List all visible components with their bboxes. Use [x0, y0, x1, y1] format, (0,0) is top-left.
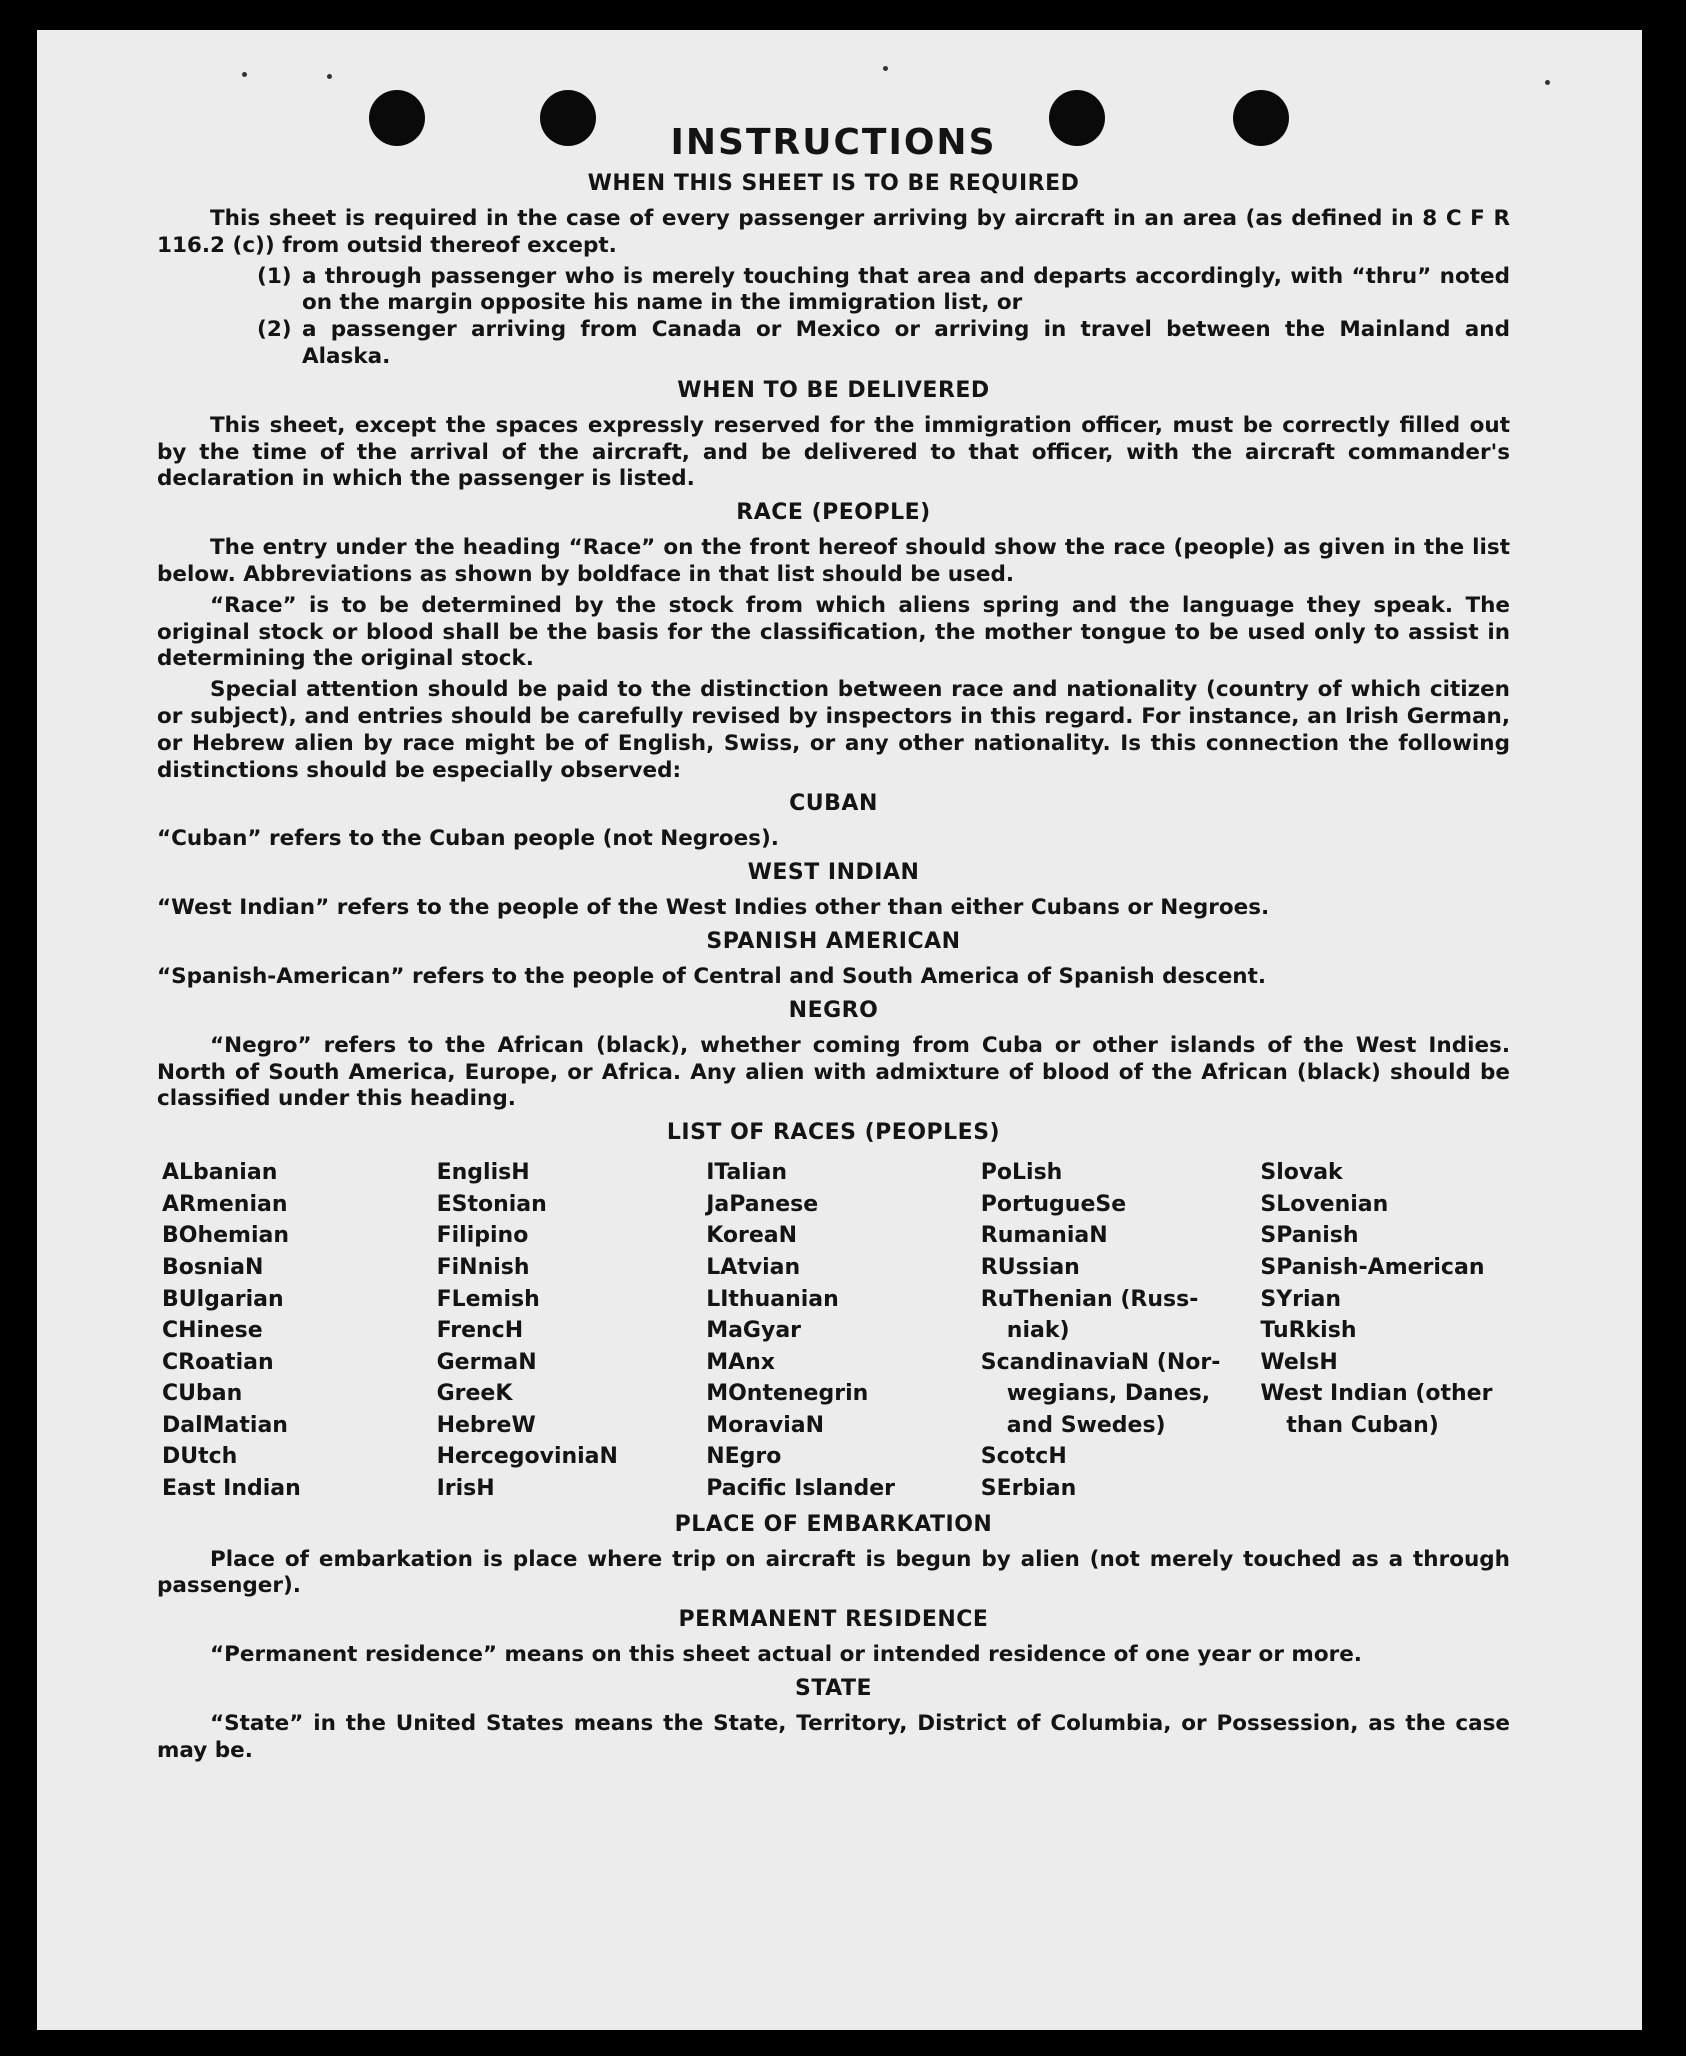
race-list [162, 1157, 1510, 1505]
spanish-american-text: “Spanish-American” refers to the people of Central and South America of Spanish descent. [157, 963, 1267, 989]
race-entry: RuThenian (Russ- [980, 1286, 1199, 1312]
heading-when-delivered: WHEN TO BE DELIVERED [677, 377, 990, 403]
race-entry: HebreW [436, 1412, 536, 1438]
speck-mark [1545, 80, 1550, 85]
race-entry: BOhemian [162, 1223, 290, 1249]
race-entry: LAtvian [706, 1254, 801, 1280]
negro-text: “Negro” refers to the African (black), whether coming from Cuba or other islands of the West Indies. North of South America, Europe, or Africa. Any alien with admixture of blood of the African (black) should be classified under this heading. [157, 1032, 1510, 1112]
race-entry: JaPanese [706, 1191, 819, 1217]
heading-race: RACE (PEOPLE) [736, 500, 931, 526]
race-paragraph: Special attention should be paid to the distinction between race and nationality (country of which citizen or subject), and entries should be carefully revised by inspectors in this regard. For instance, an Irish German, or Hebrew alien by race might be of English, Swiss, or any other nationality. Is this connection the following distinctions should be especially observed: [157, 677, 1510, 783]
race-entry: KoreaN [706, 1223, 797, 1249]
race-entry: ARmenian [162, 1191, 288, 1217]
race-entry: ITalian [706, 1160, 787, 1186]
heading-west-indian: WEST INDIAN [747, 860, 920, 886]
race-entry: niak) [1006, 1318, 1070, 1344]
race-entry: East Indian [162, 1476, 301, 1502]
race-column [437, 1157, 707, 1505]
race-entry: LIthuanian [706, 1286, 839, 1312]
race-entry: West Indian (other [1260, 1381, 1493, 1407]
heading-when-required: WHEN THIS SHEET IS TO BE REQUIRED [587, 171, 1080, 196]
exception-text: a passenger arriving from Canada or Mexico or arriving in travel between the Mainland and Alaska. [302, 317, 1510, 369]
race-column [1260, 1157, 1510, 1505]
state-text: “State” in the United States means the State, Territory, District of Columbia, or Possession, as the case may be. [157, 1711, 1510, 1763]
instructions-content [157, 122, 1510, 1769]
speck-mark [883, 66, 888, 71]
race-entry: BUlgarian [162, 1286, 284, 1312]
embarkation-text: Place of embarkation is place where trip on aircraft is begun by alien (not merely touched as a through passenger). [157, 1546, 1510, 1599]
heading-embarkation: PLACE OF EMBARKATION [674, 1511, 993, 1537]
when-required-text: This sheet is required in the case of every passenger arriving by aircraft in an area (as defined in 8 C F R 116.2 (c)) from outsid thereof except. [157, 206, 1510, 258]
exception-item [257, 317, 1510, 371]
race-paragraph: The entry under the heading “Race” on the front hereof should show the race (people) as given in the list below. Abbreviations as shown by boldface in that list should be used. [157, 535, 1510, 587]
race-entry: MOntenegrin [706, 1381, 869, 1407]
heading-cuban: CUBAN [789, 791, 878, 817]
race-entry: BosniaN [162, 1254, 264, 1280]
race-entry: ALbanian [162, 1160, 278, 1186]
race-entry: WelsH [1260, 1349, 1338, 1375]
race-entry: PortugueSe [980, 1191, 1127, 1217]
race-paragraph: “Race” is to be determined by the stock from which aliens spring and the language they speak. The original stock or blood shall be the basis for the classification, the mother tongue to be used only to assist in determining the original stock. [157, 592, 1510, 672]
race-entry: TuRkish [1260, 1318, 1357, 1344]
west-indian-text: “West Indian” refers to the people of the West Indies other than either Cubans or Negroes. [157, 895, 1270, 921]
race-entry: CHinese [162, 1318, 263, 1344]
race-column [981, 1157, 1261, 1505]
race-entry: than Cuban) [1286, 1412, 1439, 1438]
race-entry: HercegoviniaN [436, 1444, 618, 1470]
race-entry: GreeK [436, 1381, 513, 1407]
race-entry: SLovenian [1260, 1191, 1389, 1217]
race-entry: MoraviaN [706, 1412, 825, 1438]
exception-item [257, 264, 1510, 318]
exception-text: a through passenger who is merely touching that area and departs accordingly, with “thru” noted on the margin opposite his name in the immigration list, or [302, 263, 1510, 316]
page-title: INSTRUCTIONS [670, 122, 997, 163]
race-entry: NEgro [706, 1444, 782, 1470]
race-entry: FLemish [436, 1286, 540, 1312]
race-entry: FrencH [436, 1318, 524, 1344]
race-entry: Filipino [436, 1223, 529, 1249]
heading-permanent-residence: PERMANENT RESIDENCE [678, 1607, 989, 1633]
race-entry: MAnx [706, 1349, 775, 1375]
race-entry: Slovak [1260, 1160, 1343, 1186]
race-entry: FiNnish [436, 1254, 530, 1280]
race-entry: RUssian [980, 1254, 1080, 1280]
cuban-text: “Cuban” refers to the Cuban people (not Negroes). [157, 826, 779, 852]
race-entry: PoLish [980, 1160, 1063, 1186]
race-entry: and Swedes) [1006, 1412, 1166, 1438]
race-entry: wegians, Danes, [1006, 1381, 1211, 1407]
race-entry: SPanish [1260, 1223, 1359, 1249]
race-entry: GermaN [436, 1349, 537, 1375]
speck-mark [327, 74, 332, 79]
race-entry: ScandinaviaN (Nor- [980, 1349, 1221, 1375]
heading-negro: NEGRO [788, 997, 879, 1023]
race-entry: EnglisH [436, 1160, 530, 1186]
race-entry: SYrian [1260, 1286, 1342, 1312]
race-entry: MaGyar [706, 1318, 802, 1344]
exception-number: (2) [257, 317, 292, 343]
race-column [706, 1157, 981, 1505]
speck-mark [242, 72, 247, 77]
race-entry: DalMatian [162, 1412, 288, 1438]
race-entry: DUtch [162, 1444, 238, 1470]
race-entry: CRoatian [162, 1349, 274, 1375]
heading-list-of-races: LIST OF RACES (PEOPLES) [666, 1120, 1001, 1146]
document-page [37, 30, 1642, 2030]
race-entry: Pacific Islander [706, 1476, 896, 1502]
heading-state: STATE [795, 1676, 872, 1702]
heading-spanish-american: SPANISH AMERICAN [706, 928, 961, 954]
race-entry: ScotcH [980, 1444, 1067, 1470]
race-entry: CUban [162, 1381, 243, 1407]
race-entry: RumaniaN [980, 1223, 1108, 1249]
race-entry: EStonian [436, 1191, 547, 1217]
exception-number: (1) [257, 263, 292, 289]
race-entry: SPanish-American [1260, 1254, 1485, 1280]
race-column [162, 1157, 437, 1505]
when-delivered-text: This sheet, except the spaces expressly reserved for the immigration officer, must be correctly filled out by the time of the arrival of the aircraft, and be delivered to that officer, with the aircraft commander's declaration in which the passenger is listed. [157, 412, 1510, 492]
race-entry: IrisH [436, 1476, 495, 1502]
permanent-residence-text: “Permanent residence” means on this sheet actual or intended residence of one year or more. [210, 1642, 1362, 1668]
race-entry: SErbian [980, 1476, 1077, 1502]
